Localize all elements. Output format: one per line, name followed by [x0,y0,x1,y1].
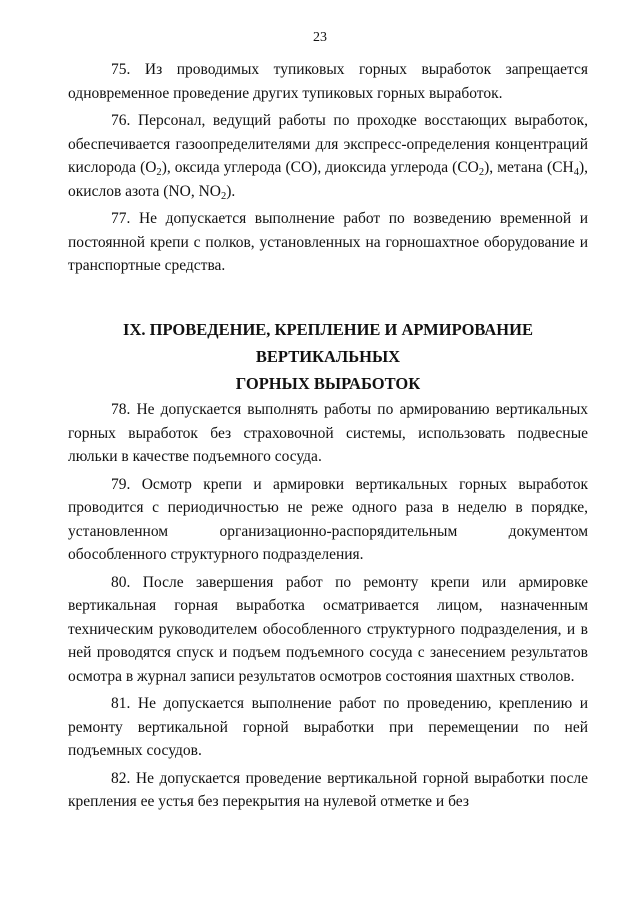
paragraph-number: 76. [111,112,131,129]
paragraph-77 [68,207,588,278]
subscript: 2 [156,167,162,179]
paragraph-82 [68,767,588,814]
paragraph-number: 81. [111,695,131,712]
subscript: 2 [221,190,227,202]
paragraph-text: Не допускается выполнение работ по возведению временной и постоянной крепи с полков, установленных на горношахтное оборудование и транспортные средства. [68,210,589,274]
paragraph-79 [68,473,588,567]
paragraph-number: 82. [111,769,131,787]
paragraph-number: 80. [111,573,131,591]
paragraph-80 [68,571,588,689]
paragraph-75 [68,58,588,105]
paragraph-text: Из проводимых тупиковых горных выработок запрещается одновременное проведение других тупиковых горных выработок. [68,61,588,102]
paragraph-text: Не допускается выполнение работ по проведению, креплению и ремонту вертикальной горной выработки при перемещении по ней подъемных сосудов. [68,695,588,759]
bottom-text-block [68,398,588,814]
paragraph-text-part: ), окислов азота (NO, NO [68,159,588,200]
paragraph-number: 75. [111,61,131,78]
paragraph-number: 79. [111,475,131,493]
paragraph-text: Не допускается выполнять работы по армированию вертикальных горных выработок без страховочной системы, использовать подвесные люльки в качестве подъемного сосуда. [68,401,588,465]
paragraph-text-part: ), оксида углерода (CO), диоксида углерода (CO [161,159,479,176]
section-heading-line: IX. ПРОВЕДЕНИЕ, КРЕПЛЕНИЕ И АРМИРОВАНИЕ ВЕРТИКАЛЬНЫХ [123,320,533,366]
section-heading-line: ГОРНЫХ ВЫРАБОТОК [235,374,421,393]
paragraph-text-part: ), метана (CH [484,159,574,176]
section-heading [68,316,588,397]
paragraph-text-part: ). [226,182,236,200]
paragraph-78 [68,398,588,469]
page-number: 23 [313,30,327,45]
paragraph-81 [68,692,588,763]
top-text-block [68,58,588,278]
paragraph-76 [68,109,588,203]
paragraph-number: 77. [111,210,131,227]
paragraph-text-part: Персонал, ведущий работы по проходке восстающих выработок, обеспечивается газоопределителями для экспресс-определения концентраций кислорода (O [68,112,589,176]
paragraph-text: Не допускается проведение вертикальной горной выработки после крепления ее устья без перекрытия на нулевой отметке и без [68,769,588,810]
subscript: 2 [478,167,485,179]
paragraph-text: После завершения работ по ремонту крепи или армировке вертикальная горная выработка осматривается лицом, назначенным техническим руководителем обособленного структурного подразделения, и в ней проводятся спуск и подъем подъемного сосуда с занесением результатов осмотра в журнал записи результатов осмотров состояния шахтных стволов. [68,573,588,685]
subscript: 4 [573,167,579,179]
paragraph-text: Осмотр крепи и армировки вертикальных горных выработок проводится с периодичностью не реже одного раза в неделю в порядке, установленном организационно-распорядительным документом обособленного структурного подразделения. [68,475,589,563]
paragraph-number: 78. [111,401,131,418]
